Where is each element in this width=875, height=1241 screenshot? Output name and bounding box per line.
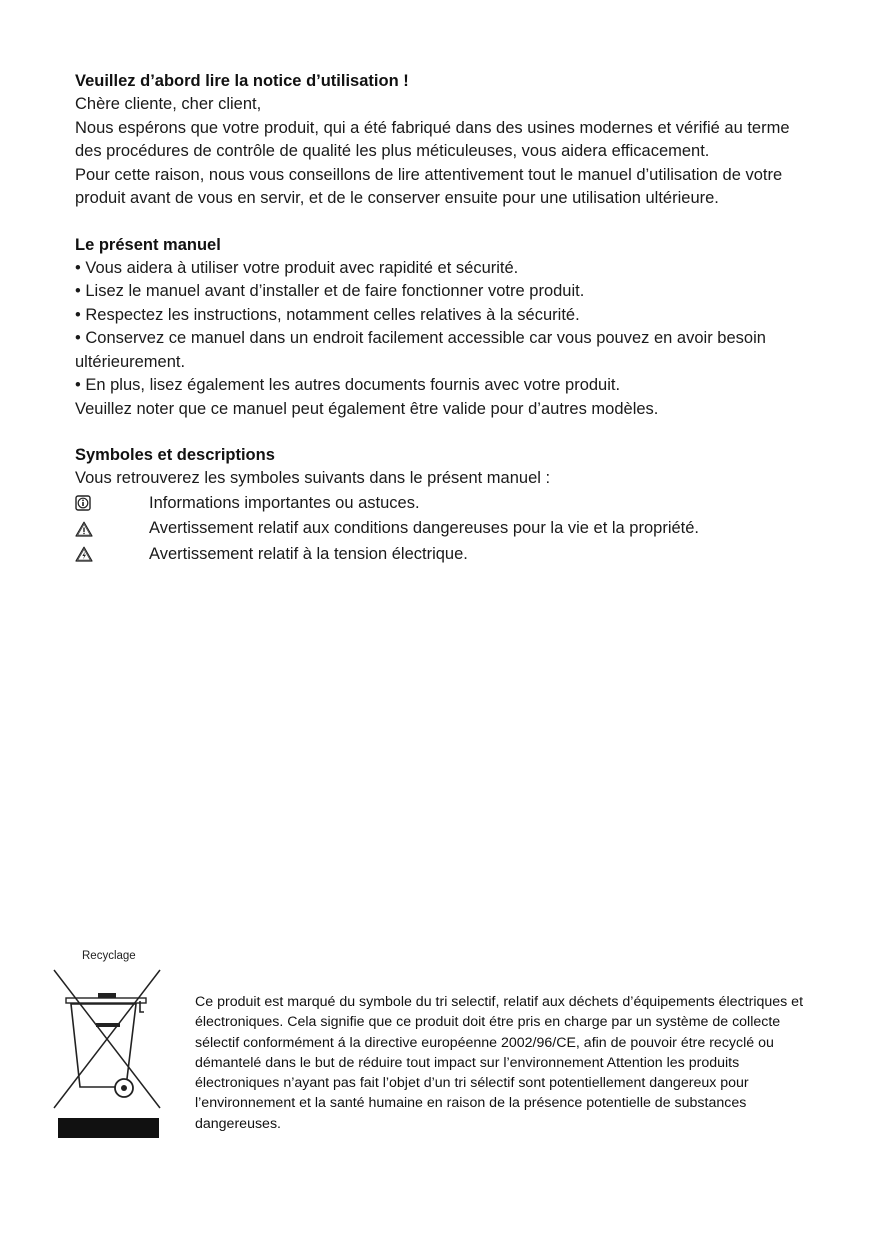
symbols-intro: Vous retrouverez les symboles suivants dans le présent manuel : xyxy=(75,469,551,487)
greeting: Chère cliente, cher client, xyxy=(75,95,262,113)
intro-paragraph-1: Nous espérons que votre produit, qui a été fabriqué dans des usines modernes et vérifié au terme des procédures de contrôle de qualité les plus méticuleuses, vous aidera efficacement. xyxy=(75,118,790,160)
manual-page xyxy=(75,70,795,567)
electric-warning-icon xyxy=(75,546,149,562)
recycling-text: Ce produit est marqué du symbole du tri selectif, relatif aux déchets d’équipements électriques et électroniques. Cela signifie que ce produit doit étre pris en charge par un système de collecte sélectif conformément á la directive européenne 2002/96/CE, afin de pouvoir étre recyclé ou démantelé dans le but de réduire tout impact sur l’environnement Attention les produits électroniques n’ayant pas fait l’objet d’un tri sélectif sont potentiellement dangereux pour l’environnement et la santé humaine en raison de la présence potentielle de substances dangereuses. xyxy=(195,994,804,1132)
manual-title: Le présent manuel xyxy=(75,235,221,254)
manual-item: • Lisez le manuel avant d’installer et de faire fonctionner votre produit. xyxy=(75,282,585,300)
symbol-row xyxy=(75,542,795,568)
crossed-out-wheelie-bin-icon xyxy=(52,968,162,1140)
warning-icon xyxy=(75,521,149,537)
symbol-description: Informations importantes ou astuces. xyxy=(149,493,420,512)
symbol-description: Avertissement relatif aux conditions dangereuses pour la vie et la propriété. xyxy=(149,519,700,537)
manual-item: • En plus, lisez également les autres documents fournis avec votre produit. xyxy=(75,376,621,394)
symbol-description: Avertissement relatif à la tension électrique. xyxy=(149,544,468,563)
section-gap xyxy=(75,421,795,444)
intro-title: Veuillez d’abord lire la notice d’utilisation ! xyxy=(75,72,409,90)
section-gap xyxy=(75,211,795,234)
manual-item: • Vous aidera à utiliser votre produit avec rapidité et sécurité. xyxy=(75,258,519,277)
manual-item: • Conservez ce manuel dans un endroit facilement accessible car vous pouvez en avoir besoin ultérieurement. xyxy=(75,329,766,371)
manual-note: Veuillez noter que ce manuel peut également être valide pour d’autres modèles. xyxy=(75,399,659,418)
symbol-row xyxy=(75,516,795,542)
symbols-title: Symboles et descriptions xyxy=(75,446,275,464)
intro-paragraph-2: Pour cette raison, nous vous conseillons de lire attentivement tout le manuel d’utilisation de votre produit avant de vous en servir, et de le conserver ensuite pour une utilisation ultérieure. xyxy=(75,165,783,207)
recycling-label: Recyclage xyxy=(82,950,136,962)
symbol-row xyxy=(75,491,795,517)
manual-item: • Respectez les instructions, notamment celles relatives à la sécurité. xyxy=(75,305,580,324)
info-icon xyxy=(75,495,149,511)
